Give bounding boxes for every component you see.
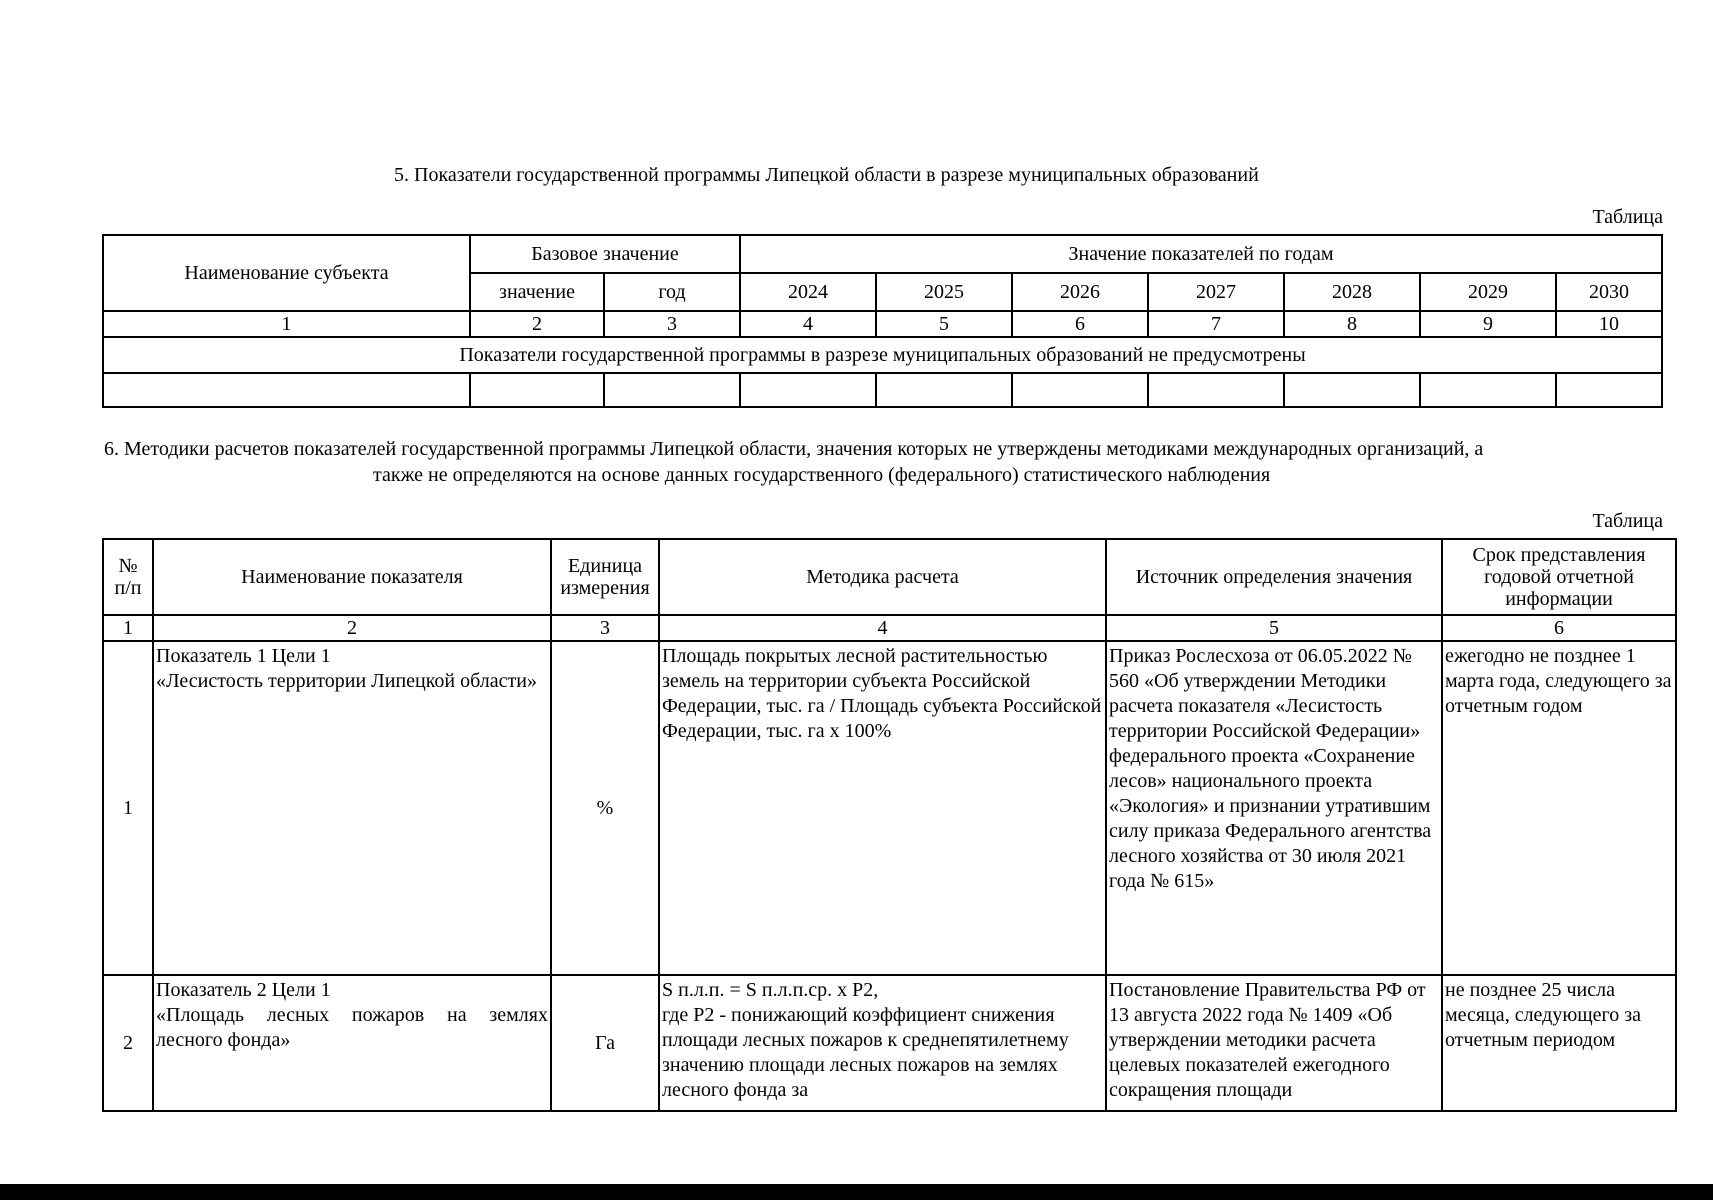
header-number: № п/п: [103, 539, 153, 615]
empty-cell: [470, 373, 604, 407]
empty-cell: [1012, 373, 1148, 407]
empty-cell: [1284, 373, 1420, 407]
header-year-2026: 2026: [1012, 273, 1148, 311]
header-year-2027: 2027: [1148, 273, 1284, 311]
header-values-by-year: Значение показателей по годам: [740, 235, 1662, 273]
header-method: Методика расчета: [659, 539, 1106, 615]
empty-cell: [1148, 373, 1284, 407]
empty-cell: [876, 373, 1012, 407]
row-number: 1: [103, 641, 153, 975]
section6-title-line2: также не определяются на основе данных государственного (федерального) статистического наблюдения: [373, 464, 1271, 486]
column-number: 4: [740, 311, 876, 337]
column-number: 6: [1012, 311, 1148, 337]
calculation-method: Площадь покрытых лесной растительностью земель на территории субъекта Российской Федерации, тыс. га / Площадь субъекта Российской Федерации, тыс. га x 100%: [659, 641, 1106, 975]
empty-cell: [1420, 373, 1556, 407]
column-number: 8: [1284, 311, 1420, 337]
section5-title: 5. Показатели государственной программы Липецкой области в разрезе муниципальных образований: [394, 164, 1259, 186]
header-year-2029: 2029: [1420, 273, 1556, 311]
section6-title-line1: 6. Методики расчетов показателей государственной программы Липецкой области, значения которых не утверждены методиками международных организаций, а: [104, 438, 1484, 460]
unit: Га: [551, 975, 659, 1111]
header-source: Источник определения значения: [1106, 539, 1442, 615]
column-number: 9: [1420, 311, 1556, 337]
section6-table-label: Таблица: [1592, 510, 1663, 532]
header-year-2030: 2030: [1556, 273, 1662, 311]
empty-cell: [103, 373, 470, 407]
header-base-value: Базовое значение: [470, 235, 740, 273]
column-number: 1: [103, 311, 470, 337]
column-number: 3: [604, 311, 740, 337]
header-unit: Единица измерения: [551, 539, 659, 615]
column-number: 4: [659, 615, 1106, 641]
table-row: [103, 641, 1676, 975]
header-value: значение: [470, 273, 604, 311]
indicator-name: Показатель 1 Цели 1 «Лесистость территории Липецкой области»: [153, 641, 551, 975]
unit: %: [551, 641, 659, 975]
column-number: 1: [103, 615, 153, 641]
value-source: Приказ Рослесхоза от 06.05.2022 № 560 «Об утверждении Методики расчета показателя «Лесистость территории Российской Федерации» федерального проекта «Сохранение лесов» национального проекта «Экология» и признании утратившим силу приказа Федерального агентства лесного хозяйства от 30 июля 2021 года № 615»: [1106, 641, 1442, 975]
calculation-method: S п.л.п. = S п.л.п.ср. x P2, где P2 - понижающий коэффициент снижения площади лесных пожаров к среднепятилетнему значению площади лесных пожаров на землях лесного фонда за: [659, 975, 1106, 1111]
header-year-2024: 2024: [740, 273, 876, 311]
empty-cell: [740, 373, 876, 407]
column-number: 3: [551, 615, 659, 641]
empty-cell: [1556, 373, 1662, 407]
reporting-deadline: ежегодно не позднее 1 марта года, следующего за отчетным годом: [1442, 641, 1676, 975]
column-number: 7: [1148, 311, 1284, 337]
column-number: 5: [1106, 615, 1442, 641]
indicator-name: Показатель 2 Цели 1 «Площадь лесных пожаров на землях лесного фонда»: [153, 975, 551, 1111]
header-indicator-name: Наименование показателя: [153, 539, 551, 615]
calculation-methods-table: [102, 538, 1677, 1112]
municipal-indicators-table: [102, 234, 1663, 408]
header-deadline: Срок представления годовой отчетной информации: [1442, 539, 1676, 615]
scan-bottom-edge: [0, 1184, 1713, 1200]
table-row: [103, 975, 1676, 1111]
header-year: год: [604, 273, 740, 311]
column-number: 6: [1442, 615, 1676, 641]
column-number: 5: [876, 311, 1012, 337]
column-number: 10: [1556, 311, 1662, 337]
section5-table-label: Таблица: [1592, 206, 1663, 228]
header-year-2028: 2028: [1284, 273, 1420, 311]
value-source: Постановление Правительства РФ от 13 августа 2022 года № 1409 «Об утверждении методики расчета целевых показателей ежегодного сокращения площади: [1106, 975, 1442, 1111]
row-number: 2: [103, 975, 153, 1111]
column-number: 2: [153, 615, 551, 641]
not-provided-note: Показатели государственной программы в разрезе муниципальных образований не предусмотрены: [103, 337, 1662, 373]
reporting-deadline: не позднее 25 числа месяца, следующего за отчетным периодом: [1442, 975, 1676, 1111]
column-number: 2: [470, 311, 604, 337]
header-subject: Наименование субъекта: [103, 235, 470, 311]
header-year-2025: 2025: [876, 273, 1012, 311]
empty-cell: [604, 373, 740, 407]
